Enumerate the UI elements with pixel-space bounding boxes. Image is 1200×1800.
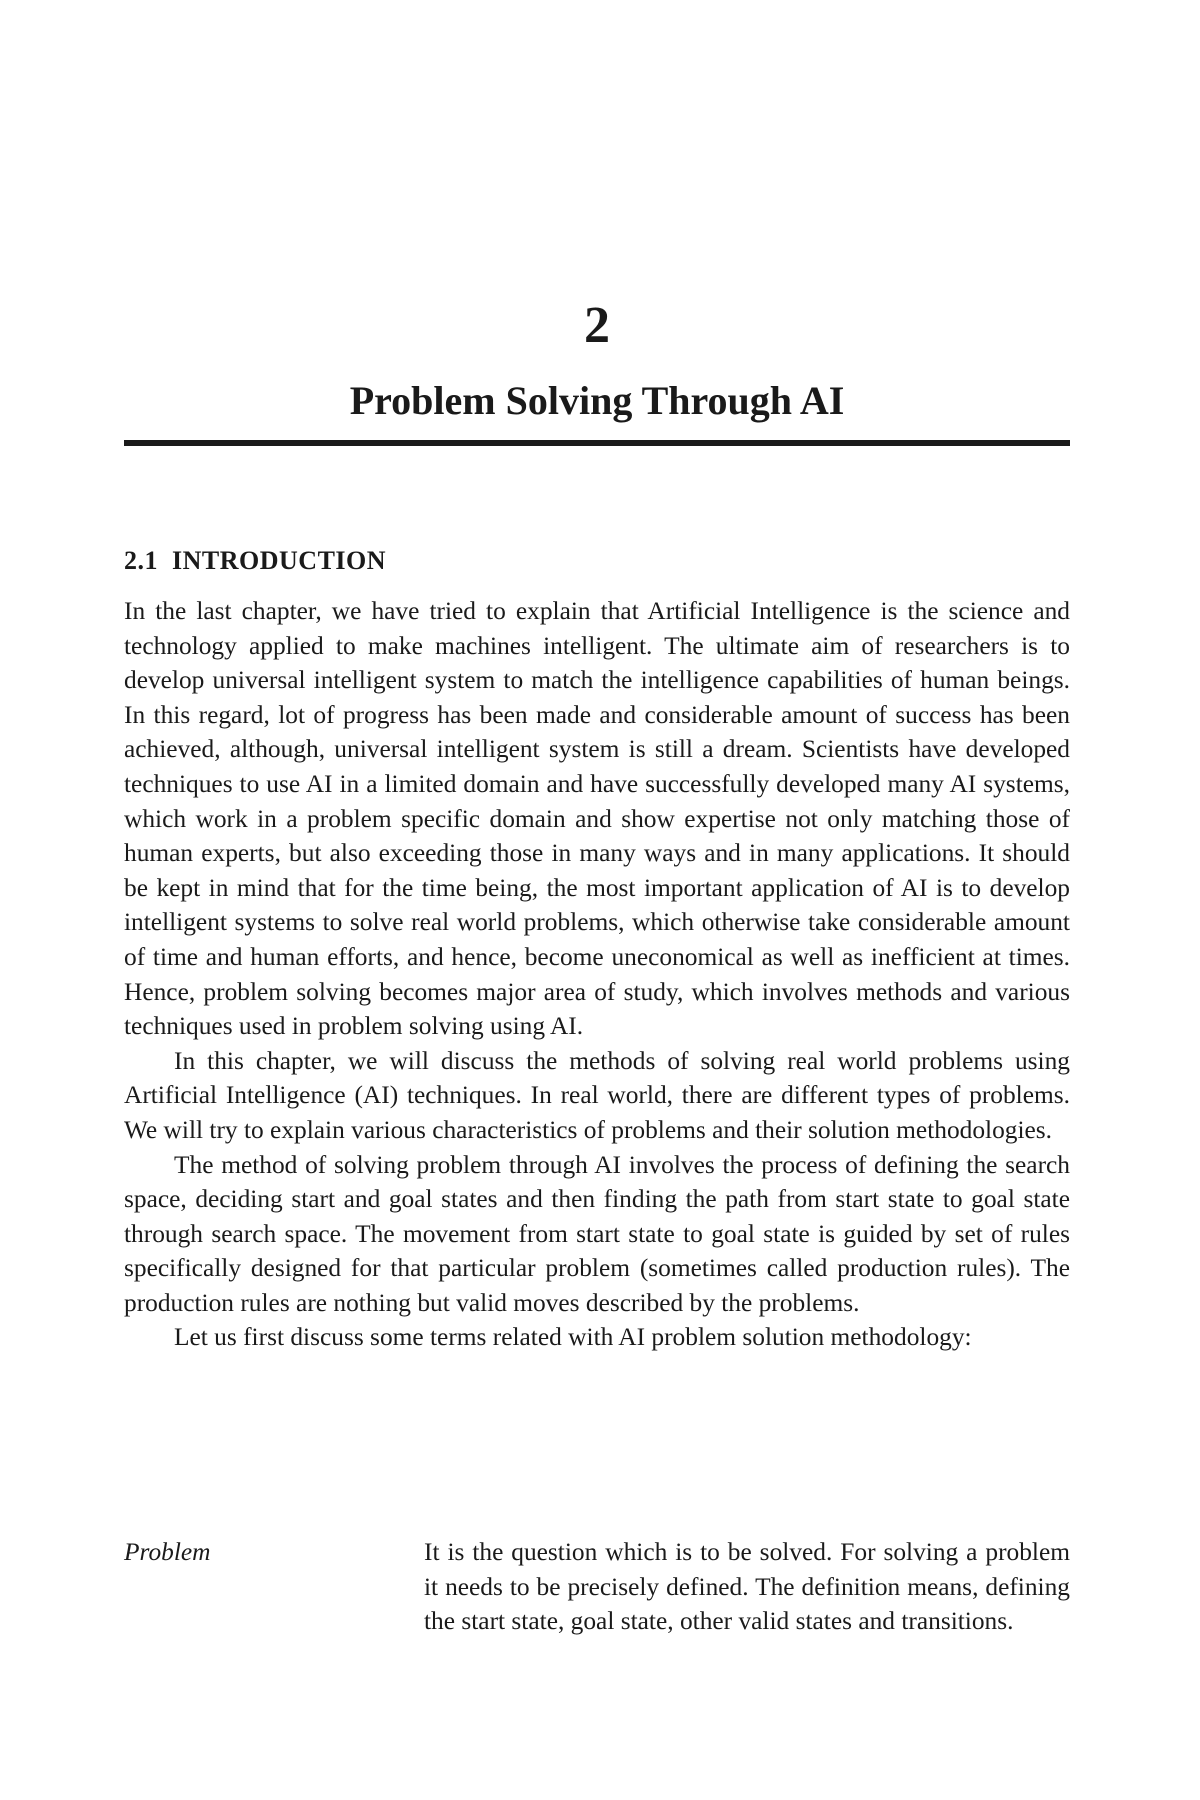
body-text xyxy=(124,594,1070,1355)
chapter-title-rule xyxy=(124,440,1070,446)
definition-text: It is the question which is to be solved. For solving a problem it needs to be precisely defined. The definition means, defining the start state, goal state, other valid states and transitions. xyxy=(424,1538,1070,1636)
paragraph-method: The method of solving problem through AI involves the process of defining the search space, deciding start and goal states and then finding the path from start state to goal state through search space. The movement from start state to goal state is guided by set of rules specifically designed for that particular problem (sometimes called production rules). The production rules are nothing but valid moves described by the problems. xyxy=(124,1150,1070,1317)
chapter-title: Problem Solving Through AI xyxy=(349,378,845,423)
definition-term: Problem xyxy=(124,1538,211,1566)
section-heading: 2.1 INTRODUCTION xyxy=(124,546,387,575)
paragraph-intro: In the last chapter, we have tried to explain that Artificial Intelligence is the science and technology applied to make machines intelligent. The ultimate aim of researchers is to develop universal intelligent system to match the intelligence capabilities of human beings. In this regard, lot of progress has been made and considerable amount of success has been achieved, although, universal intelligent system is still a dream. Scientists have developed techniques to use AI in a limited domain and have successfully developed many AI systems, which work in a problem specific domain and show expertise not only matching those of human experts, but also exceeding those in many ways and in many applications. It should be kept in mind that for the time being, the most important application of AI is to develop intelligent systems to solve real world problems, which otherwise take considerable amount of time and human efforts, and hence, become uneconomical as well as inefficient at times. Hence, problem solving becomes major area of study, which involves methods and various techniques used in problem solving using AI. xyxy=(124,597,1070,1041)
paragraph-terms-lead: Let us first discuss some terms related with AI problem solution methodology: xyxy=(174,1323,972,1352)
chapter-number: 2 xyxy=(584,297,610,354)
paragraph-chapter-scope: In this chapter, we will discuss the methods of solving real world problems using Artificial Intelligence (AI) techniques. In real world, there are different types of problems. We will try to explain various characteristics of problems and their solution methodologies. xyxy=(124,1046,1070,1144)
